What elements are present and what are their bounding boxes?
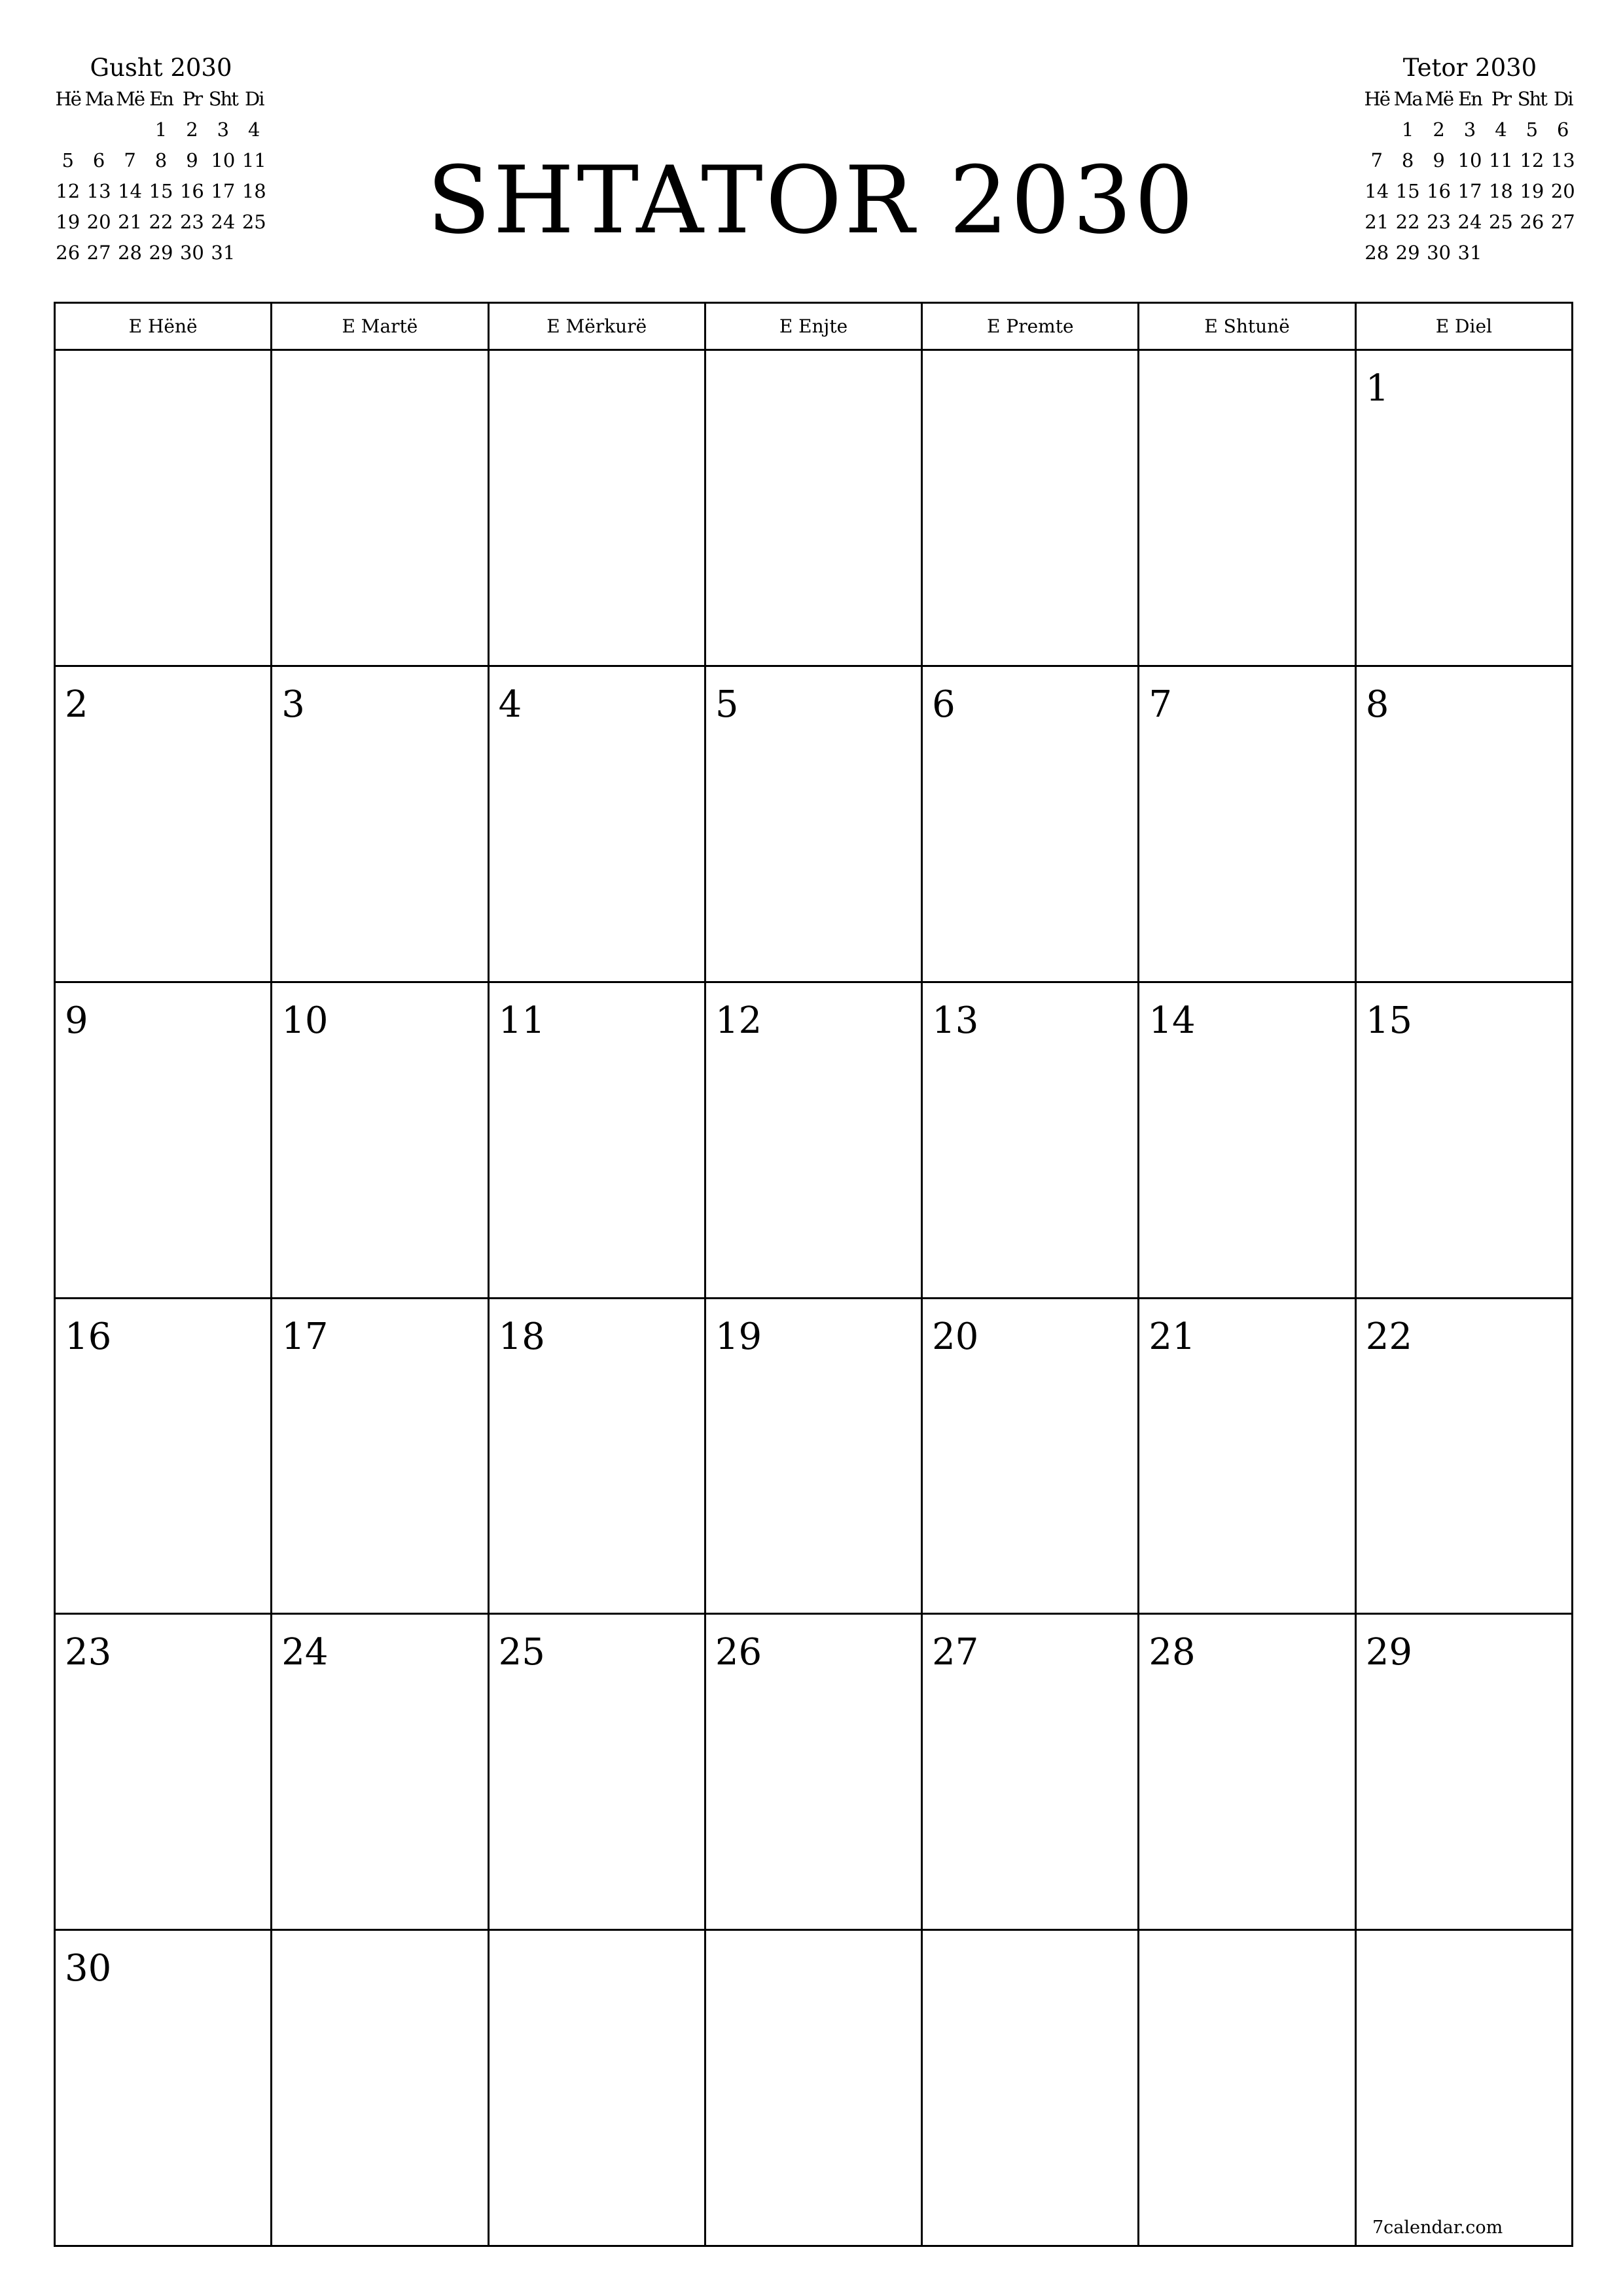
day-cell: [1357, 667, 1573, 983]
day-cell: [490, 1299, 706, 1615]
mini-day: 2: [1433, 118, 1445, 141]
day-cell: [706, 1299, 923, 1615]
mini-day: 14: [1364, 180, 1389, 202]
mini-day: 8: [1401, 149, 1414, 171]
mini-day: 18: [241, 180, 266, 202]
mini-weekday: Sht: [208, 88, 238, 110]
mini-day: 24: [211, 211, 236, 233]
mini-day: 15: [149, 180, 173, 202]
mini-day: 15: [1395, 180, 1420, 202]
mini-weekday: En: [1458, 88, 1482, 110]
day-number: 30: [65, 1947, 112, 1990]
day-cell: [490, 351, 706, 667]
weekday-header: E Premte: [923, 304, 1139, 351]
mini-day: 27: [1550, 211, 1575, 233]
mini-day: 3: [1463, 118, 1476, 141]
mini-day: 24: [1457, 211, 1482, 233]
mini-day: 17: [1457, 180, 1482, 202]
mini-day: 18: [1488, 180, 1513, 202]
mini-day: 31: [1457, 242, 1482, 264]
mini-weekday: Pr: [1491, 88, 1511, 110]
day-cell: [56, 983, 272, 1299]
mini-day: 21: [1364, 211, 1389, 233]
day-cell: [706, 983, 923, 1299]
weekday-header: E Martë: [272, 304, 489, 351]
day-number: 21: [1149, 1315, 1196, 1358]
day-cell: [1139, 667, 1356, 983]
day-cell: [490, 1615, 706, 1931]
weekday-header: E Diel: [1357, 304, 1573, 351]
day-cell: [1139, 1615, 1356, 1931]
mini-day: 12: [56, 180, 80, 202]
mini-weekday: Hë: [55, 88, 80, 110]
day-cell: [706, 1615, 923, 1931]
mini-day: 29: [149, 242, 173, 264]
mini-day: 4: [1495, 118, 1507, 141]
mini-day: 31: [211, 242, 236, 264]
mini-day: 6: [92, 149, 105, 171]
mini-day: 9: [186, 149, 198, 171]
mini-day: 7: [124, 149, 136, 171]
mini-day: 25: [1488, 211, 1513, 233]
mini-weekday: Di: [1554, 88, 1573, 110]
day-number: 13: [932, 999, 979, 1042]
mini-weekday: Ma: [1393, 88, 1422, 110]
day-cell: [923, 983, 1139, 1299]
day-number: 4: [498, 683, 522, 726]
mini-day: 28: [1364, 242, 1389, 264]
mini-day: 23: [1427, 211, 1452, 233]
day-number: 14: [1149, 999, 1196, 1042]
mini-day: 16: [179, 180, 204, 202]
day-number: 19: [715, 1315, 762, 1358]
day-number: 25: [498, 1631, 545, 1674]
day-number: 16: [65, 1315, 112, 1358]
mini-weekday: En: [149, 88, 173, 110]
mini-day: [1361, 115, 1392, 145]
day-cell: [706, 351, 923, 667]
day-cell: [1357, 1931, 1573, 2247]
mini-day: 13: [86, 180, 111, 202]
mini-day: 26: [56, 242, 80, 264]
page-title: SHTATOR 2030: [427, 147, 1196, 255]
mini-day: 16: [1427, 180, 1452, 202]
mini-day: 28: [118, 242, 143, 264]
day-cell: [490, 983, 706, 1299]
mini-day: 3: [217, 118, 230, 141]
mini-day: 27: [86, 242, 111, 264]
weekday-header: E Shtunë: [1139, 304, 1356, 351]
mini-day: 11: [1488, 149, 1513, 171]
day-cell: [56, 667, 272, 983]
day-number: 23: [65, 1631, 112, 1674]
mini-day: 12: [1520, 149, 1544, 171]
day-cell: [923, 1299, 1139, 1615]
day-number: 11: [498, 999, 545, 1042]
day-number: 20: [932, 1315, 979, 1358]
mini-day: 30: [1427, 242, 1452, 264]
mini-day: 22: [149, 211, 173, 233]
mini-calendar-title: Tetor 2030: [1402, 54, 1537, 82]
mini-day: 19: [1520, 180, 1544, 202]
day-number: 17: [281, 1315, 329, 1358]
mini-day: [52, 115, 83, 145]
mini-weekday: Sht: [1517, 88, 1546, 110]
day-cell: [56, 351, 272, 667]
mini-day: [83, 115, 114, 145]
day-cell: [56, 1615, 272, 1931]
mini-day: 29: [1395, 242, 1420, 264]
mini-day: [115, 115, 145, 145]
mini-day: 30: [179, 242, 204, 264]
mini-weekday: Ma: [84, 88, 113, 110]
mini-day: 10: [1457, 149, 1482, 171]
day-cell: [1139, 1299, 1356, 1615]
day-number: 27: [932, 1631, 979, 1674]
day-number: 9: [65, 999, 88, 1042]
day-cell: [490, 1931, 706, 2247]
mini-day: 22: [1395, 211, 1420, 233]
mini-day: 17: [211, 180, 236, 202]
day-number: 8: [1365, 683, 1389, 726]
mini-day: 9: [1433, 149, 1445, 171]
day-cell: [272, 351, 489, 667]
day-cell: [1357, 1299, 1573, 1615]
mini-day: [1516, 238, 1547, 268]
day-cell: [272, 1615, 489, 1931]
mini-day: 20: [86, 211, 111, 233]
day-cell: [923, 351, 1139, 667]
day-number: 18: [498, 1315, 545, 1358]
day-cell: [1139, 1931, 1356, 2247]
month-grid: [54, 302, 1573, 2247]
mini-day: 5: [62, 149, 74, 171]
mini-day: 19: [56, 211, 80, 233]
mini-weekday: Më: [116, 88, 144, 110]
day-number: 22: [1365, 1315, 1412, 1358]
day-number: 28: [1149, 1631, 1196, 1674]
day-cell: [923, 1615, 1139, 1931]
day-cell: [1139, 351, 1356, 667]
day-cell: [923, 667, 1139, 983]
day-cell: [272, 667, 489, 983]
mini-day: 23: [179, 211, 204, 233]
weekday-header: E Mërkurë: [490, 304, 706, 351]
day-number: 15: [1365, 999, 1412, 1042]
day-number: 29: [1365, 1631, 1412, 1674]
mini-day: 6: [1557, 118, 1569, 141]
day-number: 5: [715, 683, 739, 726]
mini-day: 5: [1525, 118, 1539, 141]
day-number: 10: [281, 999, 329, 1042]
day-cell: [56, 1931, 272, 2247]
day-cell: [1357, 1615, 1573, 1931]
day-number: 6: [932, 683, 955, 726]
mini-weekday: Më: [1425, 88, 1453, 110]
mini-day: 1: [1401, 118, 1414, 141]
weekday-header: E Hënë: [56, 304, 272, 351]
mini-day: 1: [154, 118, 168, 141]
day-number: 7: [1149, 683, 1173, 726]
mini-day: 14: [118, 180, 143, 202]
day-number: 26: [715, 1631, 762, 1674]
day-cell: [1357, 351, 1573, 667]
day-cell: [490, 667, 706, 983]
mini-day: 25: [241, 211, 266, 233]
day-number: 3: [281, 683, 305, 726]
mini-day: 20: [1550, 180, 1575, 202]
day-cell: [1357, 983, 1573, 1299]
mini-day: 13: [1550, 149, 1575, 171]
mini-weekday: Pr: [182, 88, 202, 110]
mini-day: 21: [118, 211, 143, 233]
footer-brand: 7calendar.com: [1372, 2217, 1503, 2238]
day-cell: [56, 1299, 272, 1615]
day-cell: [706, 1931, 923, 2247]
day-cell: [272, 1931, 489, 2247]
mini-day: 8: [154, 149, 168, 171]
mini-day: 10: [211, 149, 236, 171]
day-number: 2: [65, 683, 88, 726]
day-number: 1: [1365, 367, 1389, 410]
mini-calendar-next: [1361, 52, 1578, 268]
day-cell: [272, 1299, 489, 1615]
mini-day: 7: [1370, 149, 1383, 171]
day-cell: [272, 983, 489, 1299]
mini-day: 26: [1520, 211, 1544, 233]
mini-weekday: Di: [245, 88, 264, 110]
day-cell: [706, 667, 923, 983]
mini-day: 11: [241, 149, 266, 171]
mini-day: 4: [248, 118, 260, 141]
mini-day: 2: [186, 118, 198, 141]
day-cell: [1139, 983, 1356, 1299]
weekday-header: E Enjte: [706, 304, 923, 351]
mini-day: [1486, 238, 1516, 268]
mini-calendar-title: Gusht 2030: [90, 54, 232, 82]
mini-weekday: Hë: [1364, 88, 1389, 110]
mini-calendar-grid: [1361, 84, 1578, 268]
day-number: 12: [715, 999, 762, 1042]
day-cell: [923, 1931, 1139, 2247]
mini-day: [1548, 238, 1578, 268]
day-number: 24: [281, 1631, 329, 1674]
